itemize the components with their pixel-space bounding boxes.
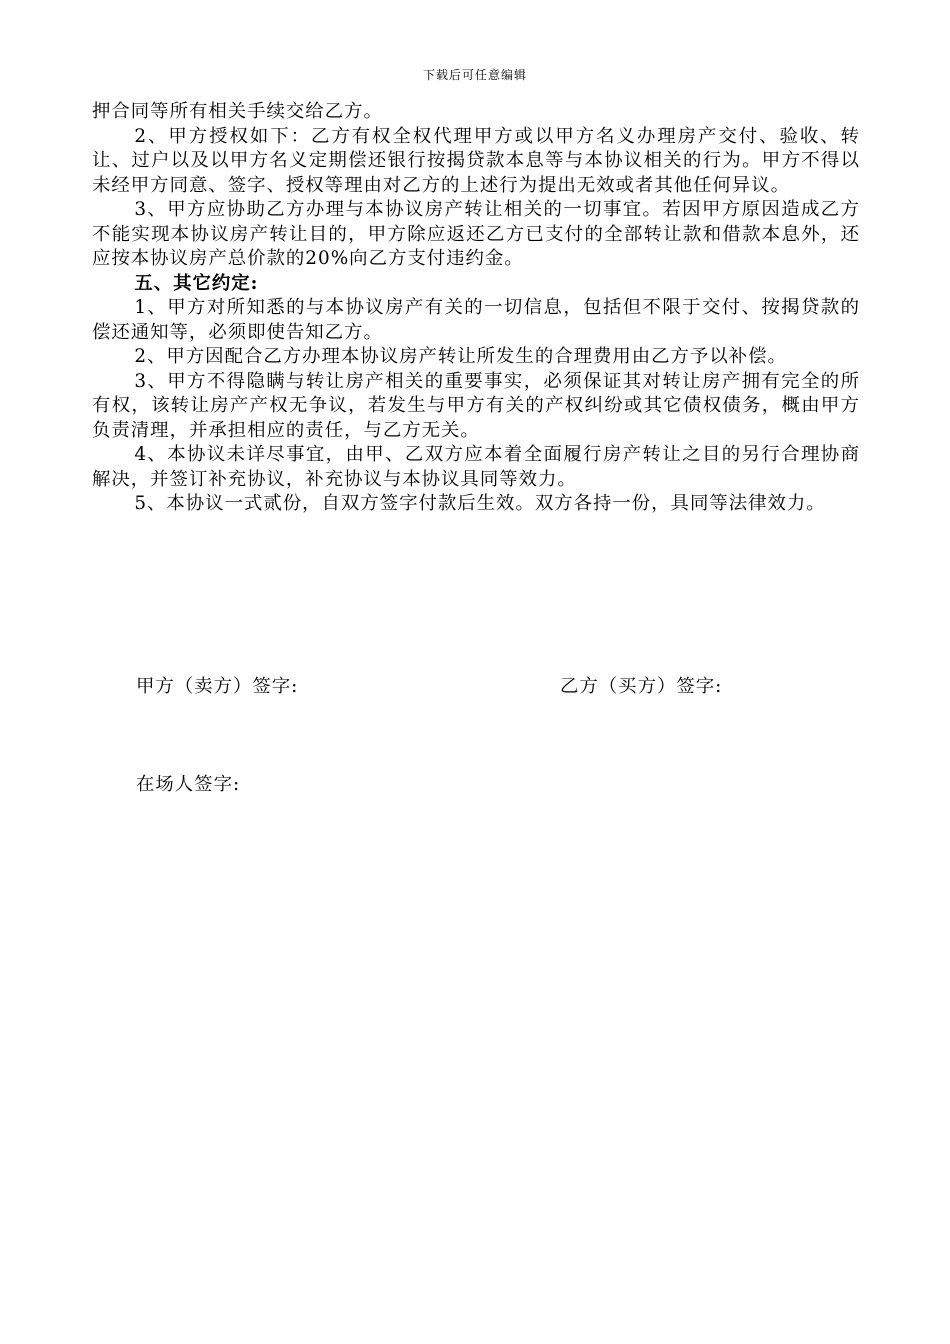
party-b-signature-label: 乙方（买方）签字:: [560, 676, 723, 697]
paragraph-authorization: 2、甲方授权如下：乙方有权全权代理甲方或以甲方名义办理房产交付、验收、转让、过户以及以甲方名义定期偿还银行按揭贷款本息等与本协议相关的行为。甲方不得以未经甲方同意、签字、授权等理由对乙方的上述行为提出无效或者其他任何异议。: [92, 125, 860, 196]
paragraph-continuation: 押合同等所有相关手续交给乙方。: [92, 101, 383, 122]
witness-signature-label: 在场人签字:: [136, 774, 241, 795]
party-a-signature-label: 甲方（卖方）签字:: [136, 676, 299, 697]
clause-1: 1、甲方对所知悉的与本协议房产有关的一切信息，包括但不限于交付、按揭贷款的偿还通知等，必须即使告知乙方。: [92, 297, 860, 343]
paragraph-assistance: 3、甲方应协助乙方办理与本协议房产转让相关的一切事宜。若因甲方原因造成乙方不能实现本协议房产转让目的，甲方除应返还乙方已支付的全部转让款和借款本息外，还应按本协议房产总价款的20%向乙方支付违约金。: [92, 199, 860, 269]
contract-body: [92, 100, 860, 517]
clause-3: 3、甲方不得隐瞒与转让房产相关的重要事实，必须保证其对转让房产拥有完全的所有权，该转让房产产权无争议，若发生与甲方有关的产权纠纷或其它债权债务，概由甲方负责清理，并承担相应的责任，与乙方无关。: [92, 370, 860, 441]
clause-4: 4、本协议未详尽事宜，由甲、乙双方应本着全面履行房产转让之目的另行合理协商解决，并签订补充协议，补充协议与本协议具同等效力。: [92, 444, 860, 490]
section-heading-other-terms: 五、其它约定:: [134, 272, 259, 294]
signature-row: [136, 672, 856, 700]
clause-5: 5、本协议一式贰份，自双方签字付款后生效。双方各持一份，具同等法律效力。: [134, 493, 826, 514]
page-header-note: 下载后可任意编辑: [422, 68, 527, 82]
clause-2: 2、甲方因配合乙方办理本协议房产转让所发生的合理费用由乙方予以补偿。: [134, 346, 787, 367]
